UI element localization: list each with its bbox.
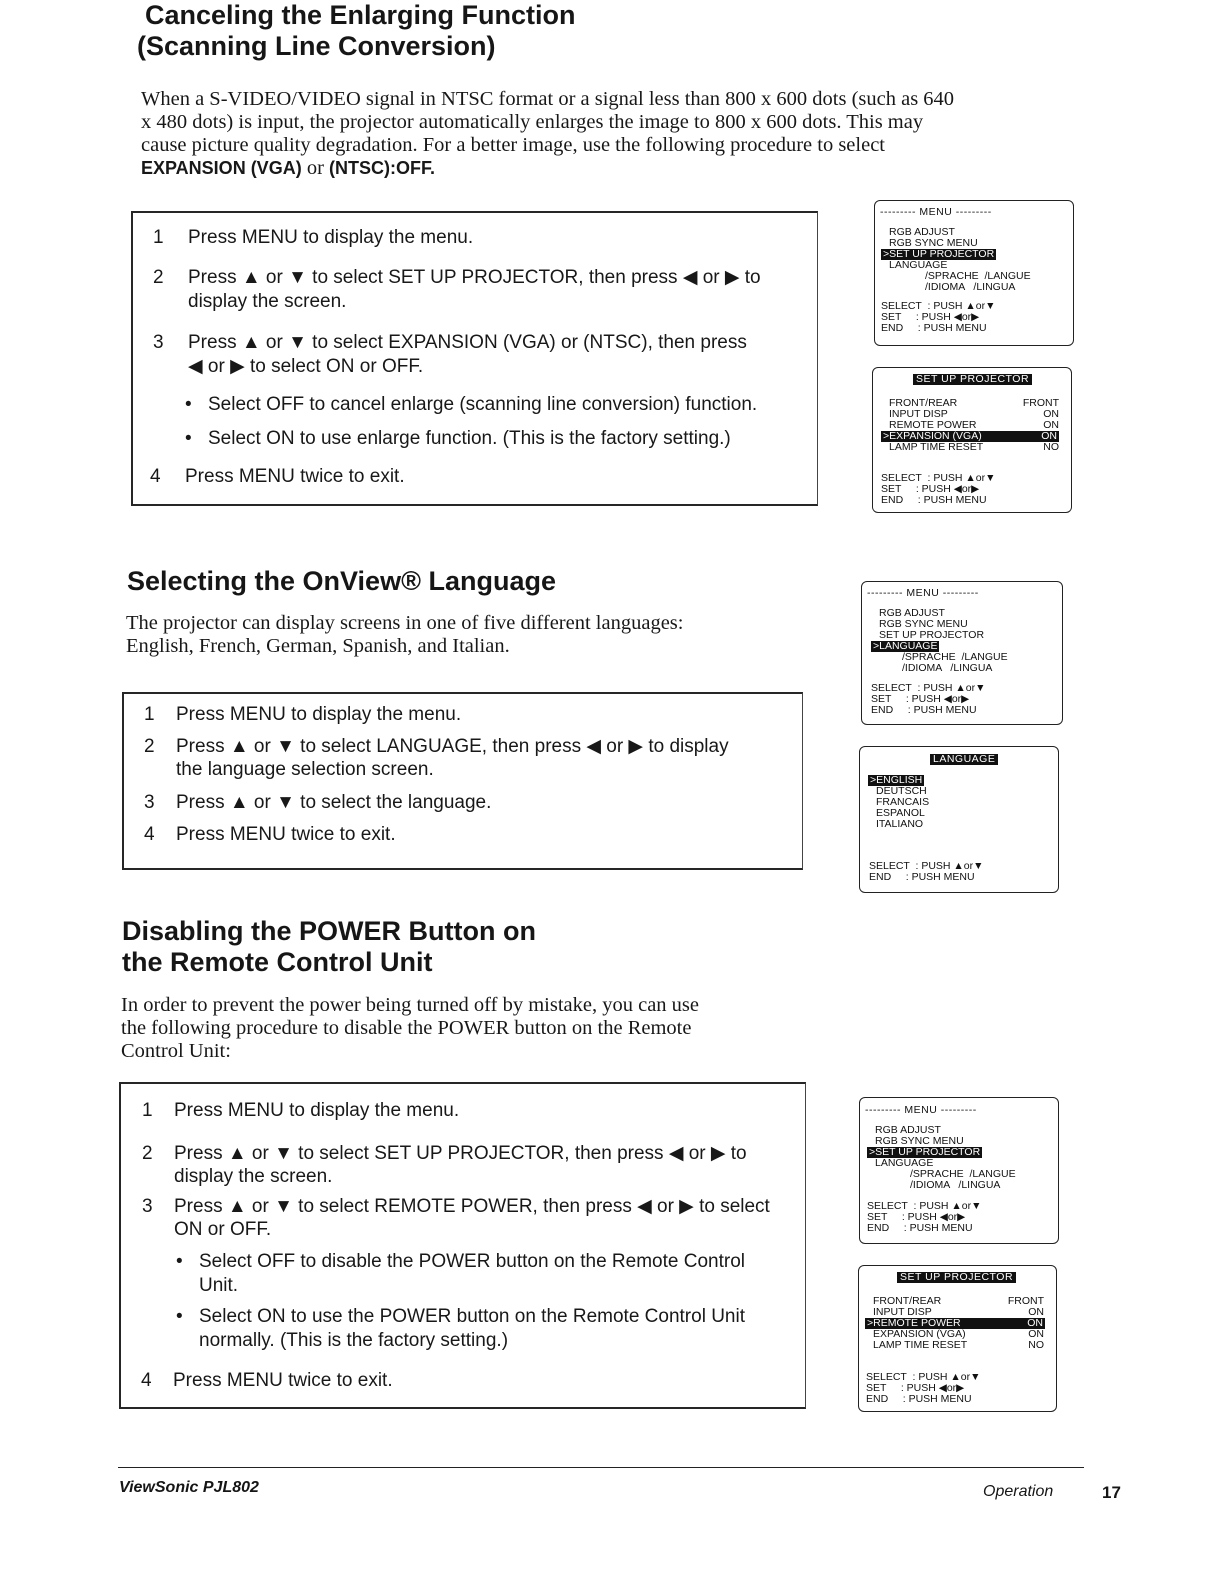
step-text: Press MENU to display the menu. — [176, 704, 462, 725]
step-number: 1 — [142, 1100, 153, 1121]
section1-intro — [141, 88, 1081, 180]
osd-item: RGB SYNC MENU — [889, 237, 978, 249]
step-number: 4 — [150, 466, 161, 487]
osd-item: RGB ADJUST — [889, 226, 955, 238]
osd-menu-screen — [874, 200, 1074, 346]
osd-header: SET UP PROJECTOR — [913, 374, 1032, 385]
osd-item-selected: >LANGUAGE — [873, 640, 938, 652]
intro-or: or — [301, 157, 330, 179]
section-title-enlarging: Canceling the Enlarging Function — [145, 0, 576, 30]
osd-menu-title: --------- MENU --------- — [880, 206, 992, 218]
step-text: Press ▲ or ▼ to select LANGUAGE, then press ◀ or ▶ to display — [176, 736, 729, 757]
step-text: Press ▲ or ▼ to select SET UP PROJECTOR, then press ◀ or ▶ to — [174, 1143, 747, 1164]
osd-help: END : PUSH MENU — [867, 1222, 973, 1234]
step-number: 1 — [153, 227, 164, 248]
osd-item: SET UP PROJECTOR — [879, 629, 985, 641]
step-text: Press MENU twice to exit. — [185, 466, 405, 487]
bullet-text: Select OFF to cancel enlarge (scanning line conversion) function. — [208, 394, 758, 415]
bullet-text: Select ON to use enlarge function. (This is the factory setting.) — [208, 428, 731, 449]
osd-help: SELECT : PUSH ▲or▼ — [867, 1200, 982, 1212]
osd-help: SELECT : PUSH ▲or▼ — [869, 860, 984, 872]
osd-help: SET : PUSH ◀or▶ — [867, 1211, 966, 1223]
osd-value: ON — [1043, 408, 1059, 420]
osd-value: FRONT — [1007, 1295, 1044, 1307]
osd-item: RGB SYNC MENU — [875, 1135, 964, 1147]
osd-help: END : PUSH MENU — [869, 871, 975, 883]
osd-item-selected-label: >REMOTE POWER — [867, 1317, 961, 1329]
osd-item: /IDIOMA /LINGUA — [925, 281, 1016, 293]
intro-bold-expansion: EXPANSION (VGA) — [141, 158, 302, 178]
step-text: ON or OFF. — [174, 1219, 272, 1240]
step-text: Press ▲ or ▼ to select EXPANSION (VGA) or (NTSC), then press — [188, 332, 747, 353]
osd-item-selected: >SET UP PROJECTOR — [883, 248, 995, 260]
osd-value: ON — [1041, 430, 1057, 442]
steps-box-enlarging — [131, 211, 818, 506]
osd-item: /IDIOMA /LINGUA — [902, 662, 993, 674]
osd-help: END : PUSH MENU — [871, 704, 977, 716]
osd-item: RGB ADJUST — [875, 1124, 941, 1136]
osd-value: NO — [1028, 1339, 1044, 1351]
osd-item: LAMP TIME RESET — [873, 1339, 968, 1351]
step-number: 4 — [144, 824, 155, 845]
osd-help: END : PUSH MENU — [881, 494, 987, 506]
step-text: Press ▲ or ▼ to select REMOTE POWER, then press ◀ or ▶ to select — [174, 1196, 770, 1217]
intro-line: cause picture quality degradation. For a better image, use the following procedure to select — [141, 134, 885, 156]
osd-item: /SPRACHE /LANGUE — [910, 1168, 1016, 1180]
osd-item: /SPRACHE /LANGUE — [902, 651, 1008, 663]
osd-menu-title: --------- MENU --------- — [867, 587, 979, 599]
bullet-dot: • — [176, 1251, 183, 1272]
osd-help: END : PUSH MENU — [866, 1393, 972, 1405]
osd-help: SELECT : PUSH ▲or▼ — [866, 1371, 981, 1383]
osd-item: INPUT DISP — [873, 1306, 932, 1318]
step-text: Press MENU twice to exit. — [173, 1370, 393, 1391]
osd-setup-screen — [858, 1265, 1057, 1412]
step-text: the language selection screen. — [176, 759, 434, 780]
step-number: 2 — [153, 267, 164, 288]
step-text: display the screen. — [188, 291, 347, 312]
osd-help: END : PUSH MENU — [881, 322, 987, 334]
steps-box-language — [122, 692, 803, 870]
step-number: 4 — [141, 1370, 152, 1391]
osd-item: RGB SYNC MENU — [879, 618, 968, 630]
step-text: Press ▲ or ▼ to select SET UP PROJECTOR, then press ◀ or ▶ to — [188, 267, 761, 288]
intro-line: In order to prevent the power being turned off by mistake, you can use — [121, 994, 700, 1016]
osd-item: FRANCAIS — [876, 796, 930, 808]
osd-help: SET : PUSH ◀or▶ — [881, 311, 980, 323]
step-number: 3 — [144, 792, 155, 813]
osd-value: ON — [1043, 419, 1059, 431]
osd-value: ON — [1028, 1306, 1044, 1318]
step-text: ◀ or ▶ to select ON or OFF. — [188, 356, 424, 377]
osd-item: ITALIANO — [876, 818, 924, 830]
footer-section: Operation — [983, 1483, 1054, 1500]
osd-item: /SPRACHE /LANGUE — [925, 270, 1031, 282]
osd-help: SET : PUSH ◀or▶ — [871, 693, 970, 705]
osd-help: SELECT : PUSH ▲or▼ — [881, 472, 996, 484]
bullet-dot: • — [185, 428, 192, 449]
osd-item: RGB ADJUST — [879, 607, 945, 619]
bullet-dot: • — [185, 394, 192, 415]
bullet-text: Select ON to use the POWER button on the Remote Control Unit — [199, 1306, 745, 1327]
osd-value: NO — [1043, 441, 1059, 453]
section2-intro — [126, 612, 826, 658]
osd-item-selected: >ENGLISH — [870, 774, 923, 786]
footer-brand: ViewSonic PJL802 — [119, 1479, 259, 1496]
osd-item: DEUTSCH — [876, 785, 927, 797]
osd-help: SET : PUSH ◀or▶ — [881, 483, 980, 495]
osd-item: ESPANOL — [876, 807, 925, 819]
osd-item: /IDIOMA /LINGUA — [910, 1179, 1001, 1191]
footer-rule — [118, 1467, 1084, 1468]
intro-line: Control Unit: — [121, 1040, 231, 1062]
bullet-text: Unit. — [199, 1275, 239, 1296]
step-text: Press ▲ or ▼ to select the language. — [176, 792, 492, 813]
step-text: Press MENU to display the menu. — [174, 1100, 460, 1121]
step-number: 2 — [144, 736, 155, 757]
intro-bold-ntsc: (NTSC):OFF. — [329, 158, 435, 178]
osd-item: LANGUAGE — [875, 1157, 934, 1169]
section-subtitle-scanning: (Scanning Line Conversion) — [137, 31, 496, 61]
section-title-power-2: the Remote Control Unit — [122, 947, 433, 977]
intro-line: When a S-VIDEO/VIDEO signal in NTSC format or a signal less than 800 x 600 dots (such as 640 — [141, 88, 955, 110]
osd-menu-screen — [859, 1097, 1059, 1244]
osd-item: FRONT/REAR — [889, 397, 958, 409]
step-number: 3 — [142, 1196, 153, 1217]
step-number: 1 — [144, 704, 155, 725]
osd-language-screen — [859, 746, 1059, 893]
osd-item: FRONT/REAR — [873, 1295, 942, 1307]
section3-intro — [121, 994, 821, 1063]
osd-item: EXPANSION (VGA) — [873, 1328, 966, 1340]
section-title-power: Disabling the POWER Button on — [122, 916, 536, 946]
osd-value: ON — [1028, 1328, 1044, 1340]
osd-item-selected-label: >EXPANSION (VGA) — [883, 430, 982, 442]
osd-header: LANGUAGE — [930, 754, 998, 765]
osd-help: SELECT : PUSH ▲or▼ — [881, 300, 996, 312]
osd-menu-title: --------- MENU --------- — [865, 1104, 977, 1116]
intro-line — [141, 157, 1081, 180]
step-number: 3 — [153, 332, 164, 353]
intro-line: x 480 dots) is input, the projector automatically enlarges the image to 800 x 600 dots. This may — [141, 111, 924, 133]
bullet-text: normally. (This is the factory setting.) — [199, 1330, 509, 1351]
osd-item: INPUT DISP — [889, 408, 948, 420]
intro-line: English, French, German, Spanish, and Italian. — [126, 635, 510, 657]
osd-setup-screen — [872, 367, 1072, 513]
osd-help: SELECT : PUSH ▲or▼ — [871, 682, 986, 694]
steps-box-power — [119, 1082, 806, 1409]
osd-menu-screen — [861, 581, 1063, 725]
osd-item: LAMP TIME RESET — [889, 441, 984, 453]
step-number: 2 — [142, 1143, 153, 1164]
osd-header: SET UP PROJECTOR — [897, 1272, 1016, 1283]
bullet-dot: • — [176, 1306, 183, 1327]
osd-item: LANGUAGE — [889, 259, 948, 271]
page-number: 17 — [1102, 1483, 1121, 1502]
bullet-text: Select OFF to disable the POWER button on the Remote Control — [199, 1251, 745, 1272]
osd-value: FRONT — [1022, 397, 1059, 409]
step-text: Press MENU to display the menu. — [188, 227, 474, 248]
osd-item: REMOTE POWER — [889, 419, 977, 431]
intro-line: the following procedure to disable the POWER button on the Remote — [121, 1017, 692, 1039]
osd-item-selected: >SET UP PROJECTOR — [869, 1146, 981, 1158]
intro-line: The projector can display screens in one of five different languages: — [126, 612, 684, 634]
osd-help: SET : PUSH ◀or▶ — [866, 1382, 965, 1394]
section-title-language: Selecting the OnView® Language — [127, 566, 556, 596]
step-text: Press MENU twice to exit. — [176, 824, 396, 845]
step-text: display the screen. — [174, 1166, 333, 1187]
osd-value: ON — [1027, 1317, 1043, 1329]
